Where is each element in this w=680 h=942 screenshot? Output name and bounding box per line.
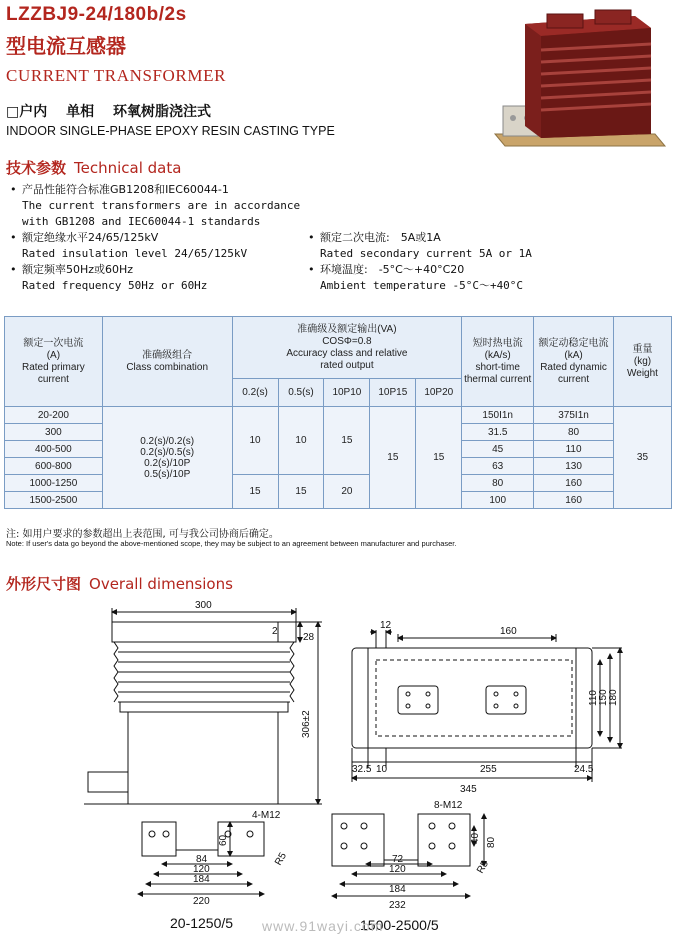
- subheader-10p20: 10P20: [416, 379, 462, 407]
- header-short-cn: 短时热电流: [472, 337, 523, 349]
- cell-g2-05s: 15: [278, 475, 324, 509]
- spec-insulation-cn: 额定绝缘水平24/65/125kV: [22, 231, 159, 244]
- subheader-10p15: 10P15: [370, 379, 416, 407]
- header-class: [102, 317, 232, 407]
- header-accuracy-en1: Accuracy class and relative: [286, 347, 408, 359]
- cell-dyn: 375I1n: [534, 407, 614, 424]
- header-wt-unit: (kg): [633, 355, 652, 367]
- technical-table: [4, 316, 672, 509]
- cell-g1-02s: 10: [232, 407, 278, 475]
- class-line: 0.2(s)/0.2(s): [140, 435, 195, 447]
- header-primary-cn: 额定一次电流: [23, 337, 84, 349]
- cell-10p15: 15: [370, 407, 416, 509]
- cell-weight: 35: [613, 407, 671, 509]
- dims-heading: [6, 573, 233, 594]
- cell-g1-05s: 10: [278, 407, 324, 475]
- header-primary-unit: (A): [46, 349, 61, 361]
- spec-frequency-en: Rated frequency 50Hz or 60Hz: [22, 279, 208, 292]
- front-ribs: [114, 642, 294, 702]
- cell-class-combination: [102, 407, 232, 509]
- watermark: www.91wayi.com: [262, 918, 384, 934]
- header-weight: [613, 317, 671, 407]
- caption-1500-2500: 1500-2500/5: [360, 917, 439, 933]
- class-line: 0.2(s)/0.5(s): [140, 446, 195, 458]
- spec-left: • 产品性能符合标准GB1208和IEC60044-1 The current transformers are in accordance with GB1208 and IEC60044-1 standards • 额定绝缘水平24/65/125kV Rated insulation level 24/65/125kV • 额定频率50Hz或60Hz Rated frequency 50Hz or 60Hz: [22, 182, 322, 294]
- dim-150: 150: [598, 689, 609, 706]
- cell-primary: 300: [5, 424, 103, 441]
- dim-120a: 120: [193, 864, 210, 875]
- header-dyn-en1: Rated dynamic: [540, 361, 607, 373]
- cell-dyn: 160: [534, 492, 614, 509]
- dim-8-m12: 8-M12: [434, 800, 463, 811]
- dim-60: 60: [218, 834, 229, 846]
- caption-20-1250: 20-1250/5: [170, 915, 234, 931]
- note-en: Note: If user's data go beyond the above-mentioned scope, they may be subject to an agreement between manufacturer and purchaser.: [6, 539, 457, 548]
- cell-g1-10p10: 15: [324, 407, 370, 475]
- header-short-unit: (kA/s): [484, 349, 511, 361]
- note-cn: 注: 如用户要求的参数超出上表范围, 可与我公司协商后确定。: [6, 529, 279, 540]
- dim-120b: 120: [389, 864, 406, 875]
- header-dynamic: [534, 317, 614, 407]
- subheader-10p10: 10P10: [324, 379, 370, 407]
- cell-short: 100: [462, 492, 534, 509]
- class-line: 0.2(s)/10P: [144, 457, 191, 469]
- spec-temp-cn: 环境温度: -5°C～+40°C20: [320, 263, 465, 276]
- cell-dyn: 130: [534, 458, 614, 475]
- dim-r5a: R5: [273, 850, 289, 868]
- spec-frequency-cn: 额定频率50Hz或60Hz: [22, 263, 134, 276]
- dim-4-m12: 4-M12: [252, 810, 281, 821]
- header-accuracy: [232, 317, 462, 379]
- dim-160: 160: [500, 626, 517, 637]
- header-primary-en1: Rated primary: [21, 361, 85, 373]
- dim-28: 28: [303, 632, 315, 643]
- cell-primary: 1500-2500: [5, 492, 103, 509]
- dim-345: 345: [460, 784, 477, 795]
- header-dyn-cn: 额定动稳定电流: [538, 337, 609, 349]
- dim-180: 180: [608, 689, 619, 706]
- dim-184b: 184: [389, 884, 406, 895]
- product-title-en: CURRENT TRANSFORMER: [6, 66, 227, 85]
- dim-10: 10: [376, 764, 388, 775]
- dim-r5b: R5: [475, 858, 491, 876]
- product-photo: [455, 6, 675, 156]
- cell-10p20: 15: [416, 407, 462, 509]
- cell-short: 150I1n: [462, 407, 534, 424]
- header-primary: [5, 317, 103, 407]
- dim-255: 255: [480, 764, 497, 775]
- dim-232: 232: [389, 900, 406, 911]
- dim-40: 40: [470, 832, 481, 844]
- dim-32-5: 32.5: [352, 764, 372, 775]
- cell-dyn: 160: [534, 475, 614, 492]
- header-accuracy-cn: 准确级及额定输出(VA): [297, 323, 397, 335]
- cell-primary: 20-200: [5, 407, 103, 424]
- spec-right: • 额定二次电流: 5A或1A Rated secondary current 5A or 1A • 环境温度: -5°C～+40°C20 Ambient temperature -5°C～+40°C: [320, 230, 620, 294]
- dim-12: 12: [380, 620, 392, 631]
- spec-standard-en2: with GB1208 and IEC60044-1 standards: [22, 215, 261, 228]
- cell-short: 80: [462, 475, 534, 492]
- model-suffix-cn: 型电流互感器: [6, 34, 126, 58]
- header-wt-cn: 重量: [632, 343, 653, 355]
- header-short-en2: thermal current: [464, 373, 532, 385]
- dims-heading-en: Overall dimensions: [89, 575, 233, 593]
- subheader-02s: 0.2(s): [232, 379, 278, 407]
- spec-standard-cn: 产品性能符合标准GB1208和IEC60044-1: [22, 183, 229, 196]
- tech-heading-cn: 技术参数: [6, 159, 67, 177]
- cell-primary: 600-800: [5, 458, 103, 475]
- type-cn: □户内 单相 环氧树脂浇注式: [6, 104, 211, 120]
- header-dyn-unit: (kA): [564, 349, 583, 361]
- header-primary-en2: current: [37, 373, 69, 385]
- cell-dyn: 110: [534, 441, 614, 458]
- header-accuracy-en2: rated output: [320, 359, 374, 371]
- header-accuracy-cos: COSΦ=0.8: [322, 335, 372, 347]
- class-line: 0.5(s)/10P: [144, 468, 191, 480]
- header-short-en1: short-time: [475, 361, 520, 373]
- spec-secondary-en: Rated secondary current 5A or 1A: [320, 247, 532, 260]
- spec-temp-en: Ambient temperature -5°C～+40°C: [320, 279, 524, 292]
- dim-80: 80: [486, 836, 497, 848]
- dim-2: 2: [272, 626, 278, 637]
- spec-secondary-cn: 额定二次电流: 5A或1A: [320, 231, 441, 244]
- tech-heading-en: Technical data: [74, 159, 182, 177]
- cell-primary: 400-500: [5, 441, 103, 458]
- cell-primary: 1000-1250: [5, 475, 103, 492]
- type-en: INDOOR SINGLE-PHASE EPOXY RESIN CASTING TYPE: [6, 124, 335, 138]
- cell-g2-02s: 15: [232, 475, 278, 509]
- cell-short: 63: [462, 458, 534, 475]
- header-class-en: Class combination: [126, 361, 209, 373]
- tech-heading: [6, 157, 181, 178]
- table-row: [5, 407, 672, 424]
- dims-heading-cn: 外形尺寸图: [6, 575, 82, 593]
- subheader-05s: 0.5(s): [278, 379, 324, 407]
- cell-g2-10p10: 20: [324, 475, 370, 509]
- header-wt-en: Weight: [627, 367, 658, 379]
- dim-306: 306±2: [301, 710, 312, 738]
- dim-220: 220: [193, 896, 210, 907]
- model-number: LZZBJ9-24/180b/2s: [6, 4, 187, 25]
- dim-84: 84: [196, 854, 208, 865]
- dim-72: 72: [392, 854, 404, 865]
- cell-dyn: 80: [534, 424, 614, 441]
- spec-insulation-en: Rated insulation level 24/65/125kV: [22, 247, 248, 260]
- dimension-drawing: [0, 600, 680, 942]
- spec-standard-en1: The current transformers are in accordance: [22, 199, 301, 212]
- header-dyn-en2: current: [557, 373, 590, 385]
- dim-24-5: 24.5: [574, 764, 594, 775]
- dim-110: 110: [588, 690, 599, 706]
- header-short-time: [462, 317, 534, 407]
- cell-short: 45: [462, 441, 534, 458]
- dim-300: 300: [195, 600, 212, 611]
- header-class-cn: 准确级组合: [142, 349, 193, 361]
- cell-short: 31.5: [462, 424, 534, 441]
- dim-184a: 184: [193, 874, 210, 885]
